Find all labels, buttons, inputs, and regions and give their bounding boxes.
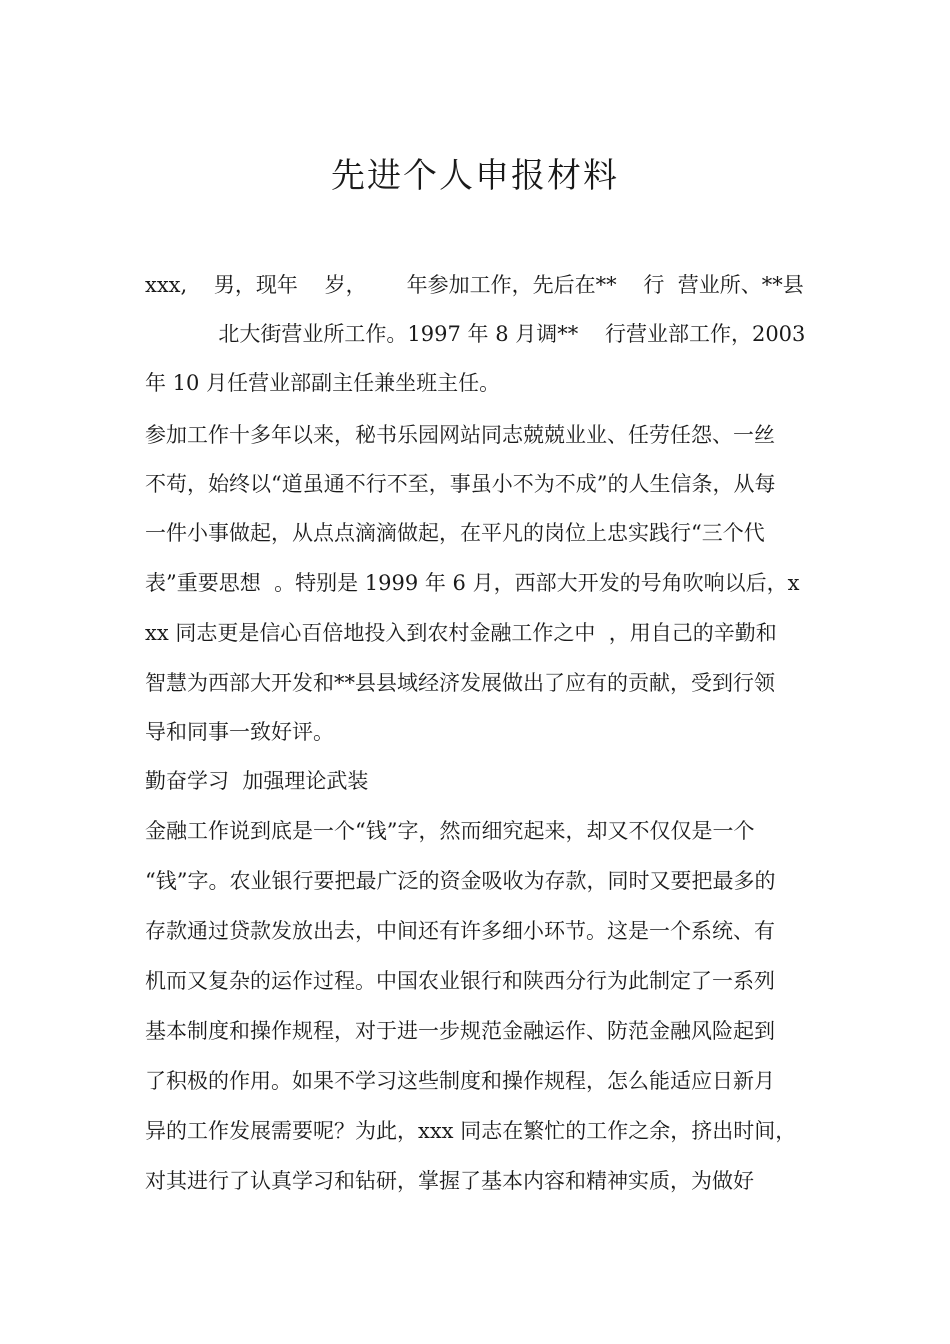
body-line: 对其进行了认真学习和钻研，掌握了基本内容和精神实质，为做好 xyxy=(145,1169,754,1193)
body-line: 北大街营业所工作。1997 年 8 月调** 行营业部工作，2003 xyxy=(145,322,806,346)
body-line: 存款通过贷款发放出去，中间还有许多细小环节。这是一个系统、有 xyxy=(145,919,775,943)
body-line: 了积极的作用。如果不学习这些制度和操作规程，怎么能适应日新月 xyxy=(145,1069,775,1093)
body-line: 一件小事做起，从点点滴滴做起，在平凡的岗位上忠实践行“三个代 xyxy=(145,521,765,545)
body-line: 表”重要思想 。特别是 1999 年 6 月，西部大开发的号角吹响以后，x xyxy=(145,571,800,595)
body-line: 年 10 月任营业部副主任兼坐班主任。 xyxy=(145,371,501,395)
body-line: “钱”字。农业银行要把最广泛的资金吸收为存款，同时又要把最多的 xyxy=(145,869,776,893)
body-line: 不苟，始终以“道虽通不行不至，事虽小不为不成”的人生信条，从每 xyxy=(145,472,776,496)
body-line: 基本制度和操作规程，对于进一步规范金融运作、防范金融风险起到 xyxy=(145,1019,775,1043)
section-heading: 勤奋学习 加强理论武装 xyxy=(145,769,369,793)
body-line: 导和同事一致好评。 xyxy=(145,720,334,744)
body-line: 参加工作十多年以来，秘书乐园网站同志兢兢业业、任劳任怨、一丝 xyxy=(145,423,775,447)
body-line: xx 同志更是信心百倍地投入到农村金融工作之中 ，用自己的辛勤和 xyxy=(145,621,777,645)
body-line: xxx, 男，现年 岁， 年参加工作，先后在** 行 营业所、**县 xyxy=(145,273,804,297)
body-line: 机而又复杂的运作过程。中国农业银行和陕西分行为此制定了一系列 xyxy=(145,969,775,993)
body-line: 金融工作说到底是一个“钱”字，然而细究起来，却又不仅仅是一个 xyxy=(145,819,755,843)
document-title: 先进个人申报材料 xyxy=(331,156,619,196)
body-line: 异的工作发展需要呢？为此，xxx 同志在繁忙的工作之余，挤出时间， xyxy=(145,1119,797,1143)
body-line: 智慧为西部大开发和**县县域经济发展做出了应有的贡献，受到行领 xyxy=(145,671,775,695)
